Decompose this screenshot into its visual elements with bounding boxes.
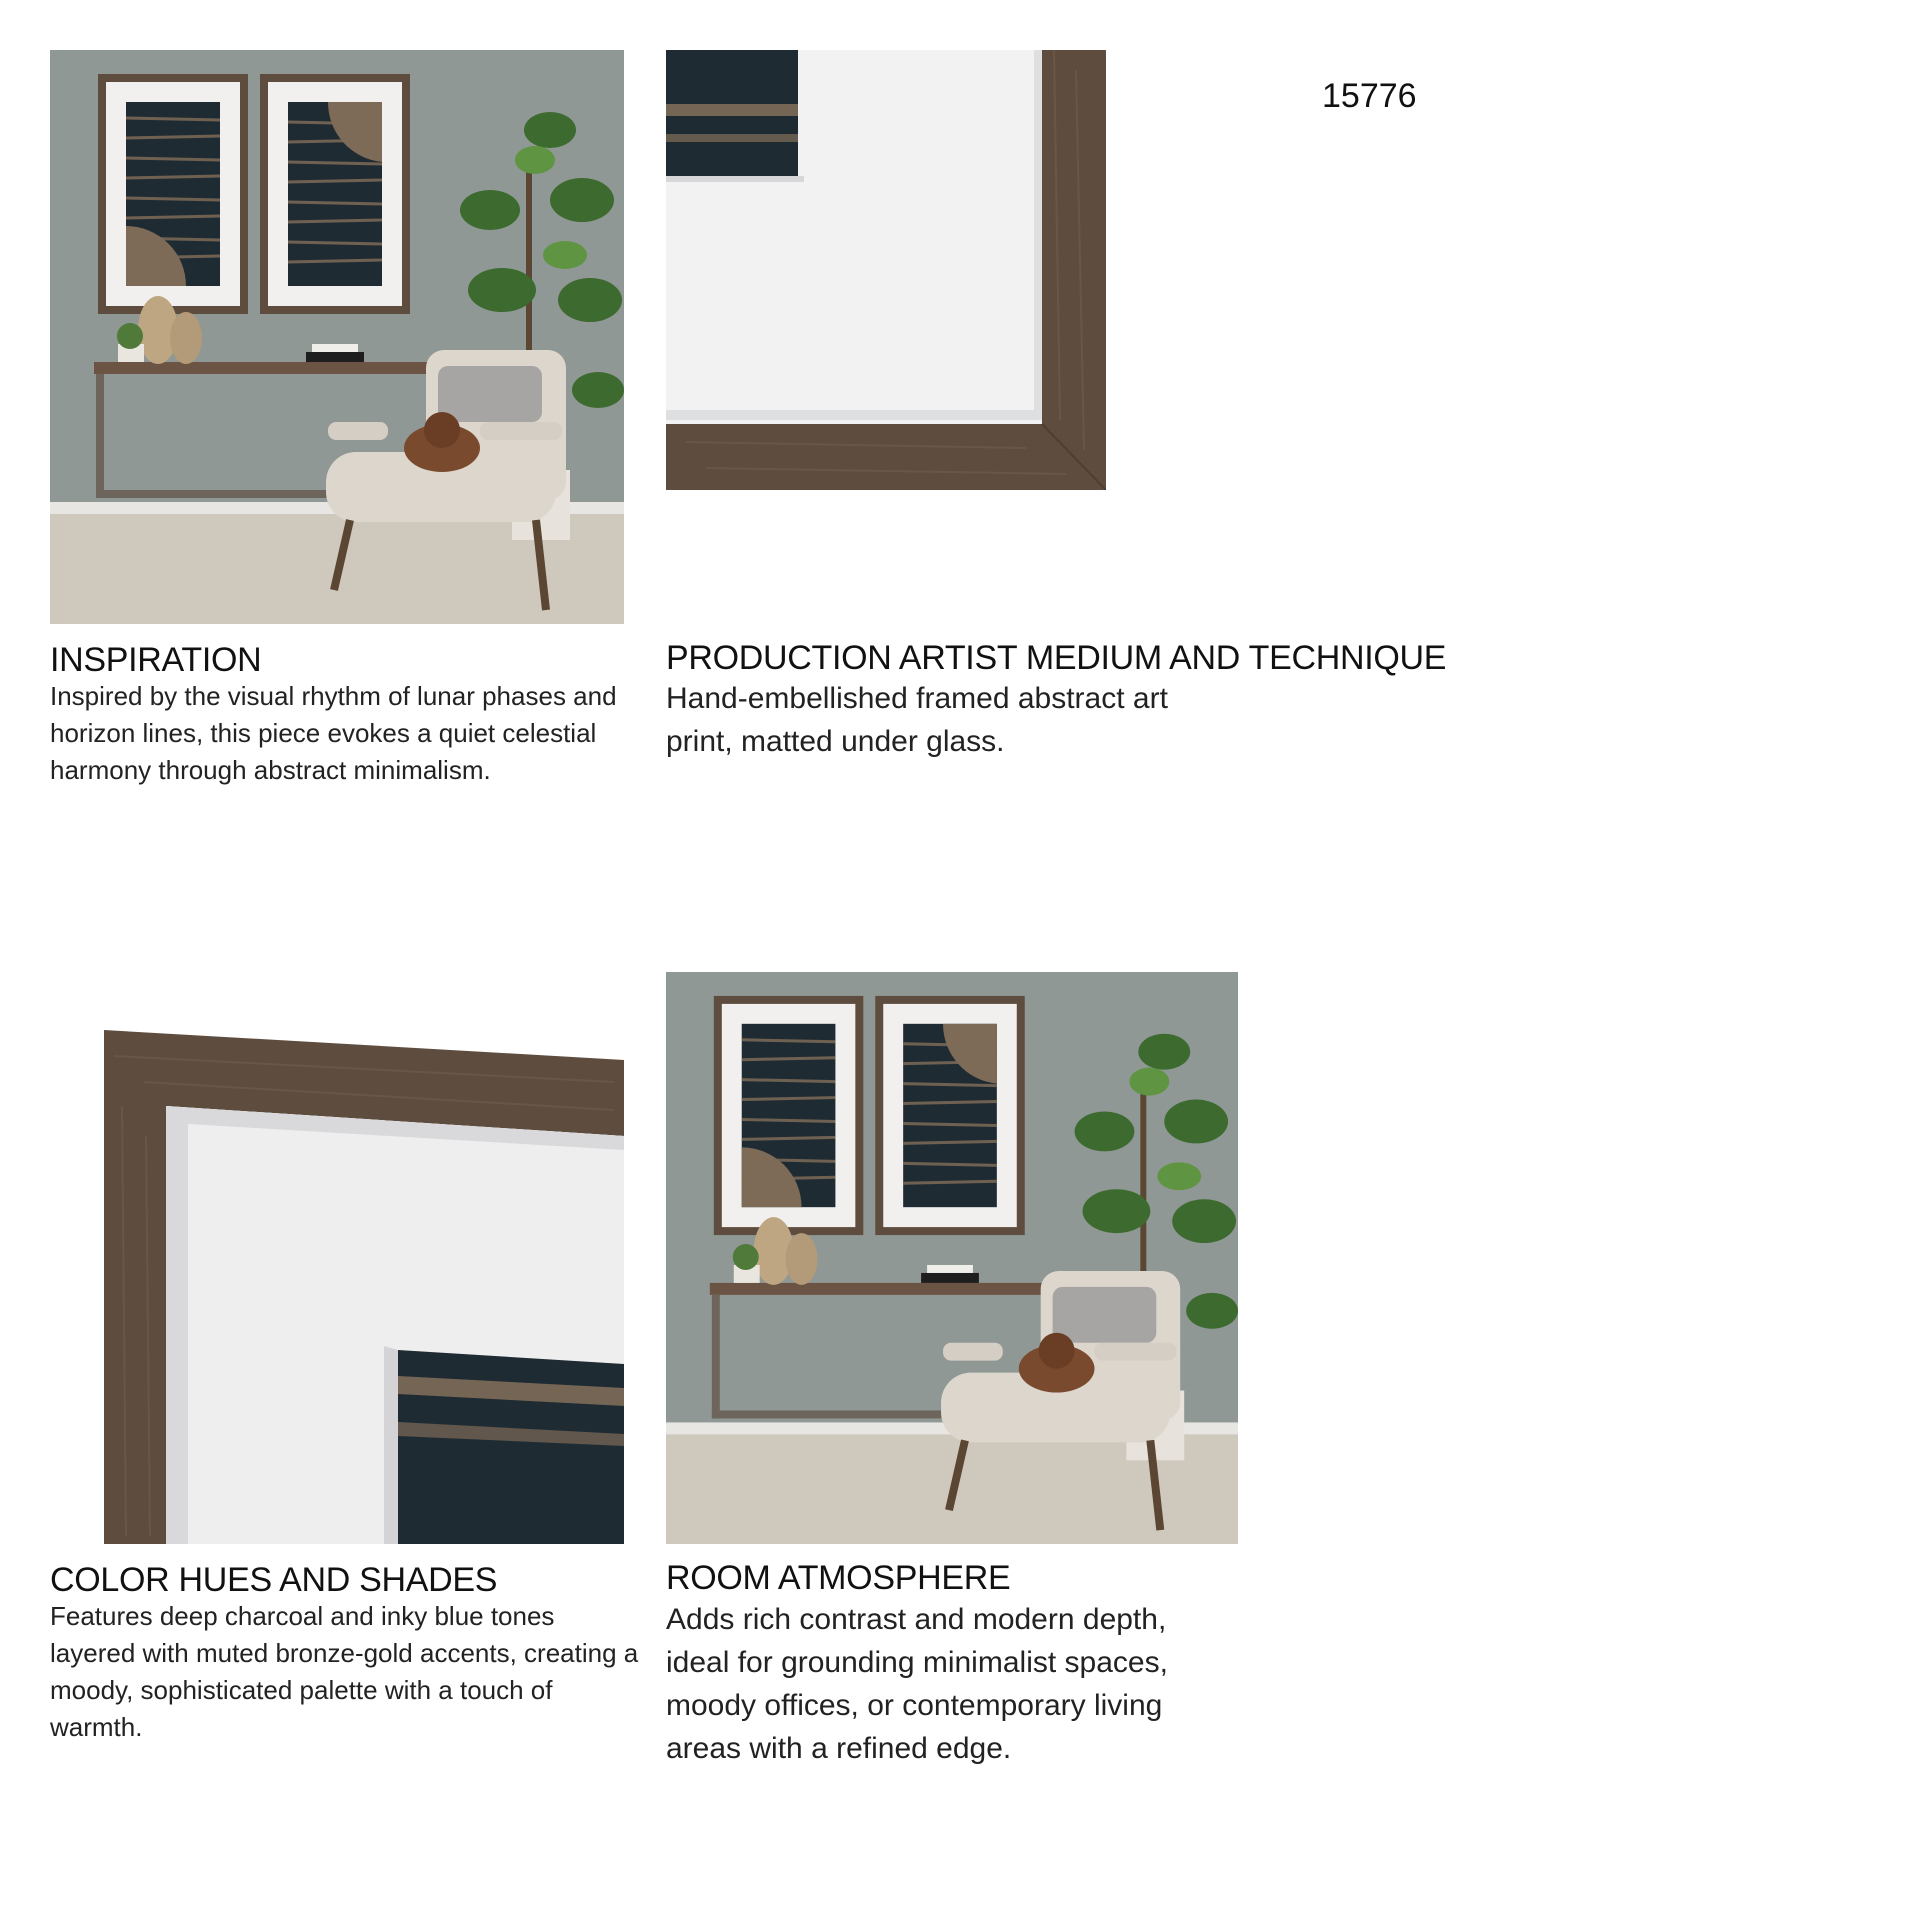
color-heading: COLOR HUES AND SHADES (50, 1561, 498, 1599)
inspiration-body: Inspired by the visual rhythm of lunar phases and horizon lines, this piece evokes a quiet celestial harmony through abstract minimalism. (50, 681, 617, 785)
inspiration-heading: INSPIRATION (50, 641, 262, 679)
inspiration-room-photo (50, 50, 624, 624)
room-body: Adds rich contrast and modern depth, ideal for grounding minimalist spaces, moody offices, or contemporary living areas with a refined edge. (666, 1603, 1168, 1765)
product-code: 15776 (1322, 77, 1417, 115)
room-atmosphere-photo (666, 972, 1238, 1544)
production-heading: PRODUCTION ARTIST MEDIUM AND TECHNIQUE (666, 639, 1447, 677)
production-body: Hand-embellished framed abstract art print, matted under glass. (666, 682, 1168, 758)
room-heading: ROOM ATMOSPHERE (666, 1559, 1011, 1597)
color-body: Features deep charcoal and inky blue tones layered with muted bronze-gold accents, creating a moody, sophisticated palette with a touch of warmth. (50, 1601, 639, 1742)
frame-corner-closeup-photo (104, 1026, 624, 1544)
frame-corner-detail-photo (666, 50, 1106, 490)
